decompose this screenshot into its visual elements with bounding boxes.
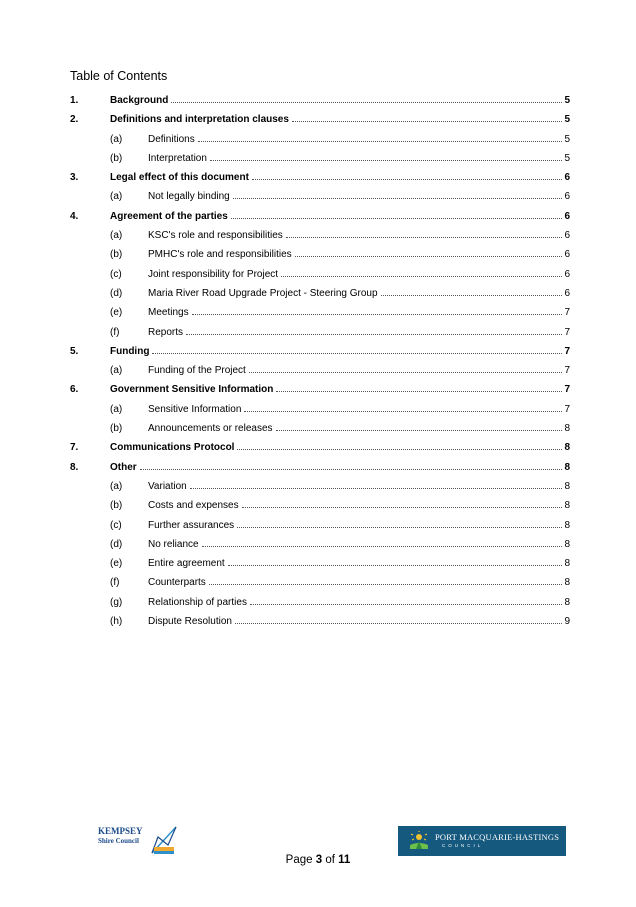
- toc-entry-number: 5.: [70, 345, 79, 357]
- toc-entry-page: 6: [564, 249, 570, 261]
- toc-entry-title: Not legally binding: [148, 191, 230, 203]
- toc-dot-leader: [210, 159, 563, 161]
- toc-entry-title: Entire agreement: [148, 558, 225, 570]
- toc-entry-number: (a): [110, 133, 123, 145]
- toc-entry-number: 7.: [70, 442, 79, 454]
- toc-dot-leader: [140, 468, 563, 470]
- toc-subsection-entry[interactable]: [70, 403, 570, 422]
- toc-entry-title: Sensitive Information: [148, 403, 242, 415]
- toc-dot-leader: [281, 275, 562, 277]
- toc-dot-leader: [295, 255, 563, 257]
- toc-subsection-entry[interactable]: [70, 306, 570, 325]
- toc-entry-title: Communications Protocol: [110, 442, 235, 454]
- toc-dot-leader: [276, 429, 563, 431]
- page-total: 11: [338, 854, 351, 866]
- toc-entry-page: 7: [564, 307, 570, 319]
- toc-dot-leader: [244, 410, 562, 412]
- toc-entry-number: (e): [110, 558, 123, 570]
- toc-entry-title: Definitions: [148, 133, 195, 145]
- toc-subsection-entry[interactable]: [70, 287, 570, 306]
- toc-entry-number: (d): [110, 538, 123, 550]
- toc-dot-leader: [228, 564, 563, 566]
- toc-subsection-entry[interactable]: [70, 538, 570, 557]
- pmhc-logo-sub: COUNCIL: [442, 843, 484, 848]
- toc-entry-page: 8: [564, 500, 570, 512]
- toc-subsection-entry[interactable]: [70, 480, 570, 499]
- toc-entry-number: 6.: [70, 384, 79, 396]
- toc-entry-number: 4.: [70, 210, 79, 222]
- toc-subsection-entry[interactable]: [70, 133, 570, 152]
- toc-dot-leader: [237, 526, 562, 528]
- toc-section-entry[interactable]: [70, 383, 570, 402]
- toc-entry-number: (b): [110, 152, 123, 164]
- toc-subsection-entry[interactable]: [70, 152, 570, 171]
- toc-section-entry[interactable]: [70, 113, 570, 132]
- toc-entry-page: 8: [564, 442, 570, 454]
- toc-entry-title: KSC's role and responsibilities: [148, 230, 283, 242]
- toc-entry-page: 6: [564, 287, 570, 299]
- toc-entry-title: Government Sensitive Information: [110, 384, 274, 396]
- port-macquarie-hastings-council-logo: [398, 826, 566, 856]
- toc-section-entry[interactable]: [70, 94, 570, 113]
- toc-dot-leader: [190, 487, 563, 489]
- toc-entry-title: PMHC's role and responsibilities: [148, 249, 292, 261]
- toc-entry-number: (b): [110, 500, 123, 512]
- toc-entry-title: Announcements or releases: [148, 423, 273, 435]
- toc-entry-number: (c): [110, 519, 122, 531]
- toc-entry-page: 7: [564, 326, 570, 338]
- toc-section-entry[interactable]: [70, 461, 570, 480]
- toc-subsection-entry[interactable]: [70, 268, 570, 287]
- toc-entry-number: (e): [110, 307, 123, 319]
- toc-dot-leader: [249, 371, 563, 373]
- toc-entry-title: Variation: [148, 480, 187, 492]
- page-of: of: [325, 854, 335, 866]
- toc-entry-number: 2.: [70, 114, 79, 126]
- page-number: [0, 854, 636, 866]
- toc-entry-page: 8: [564, 577, 570, 589]
- toc-entry-title: Funding of the Project: [148, 365, 246, 377]
- toc-subsection-entry[interactable]: [70, 519, 570, 538]
- pmhc-emblem-icon: [408, 831, 430, 851]
- toc-subsection-entry[interactable]: [70, 364, 570, 383]
- toc-entry-page: 8: [564, 558, 570, 570]
- toc-entry-number: (c): [110, 268, 122, 280]
- toc-subsection-entry[interactable]: [70, 499, 570, 518]
- toc-dot-leader: [171, 101, 562, 103]
- toc-entry-number: (h): [110, 616, 123, 628]
- toc-entry-title: Costs and expenses: [148, 500, 239, 512]
- toc-entry-title: Legal effect of this document: [110, 172, 249, 184]
- toc-subsection-entry[interactable]: [70, 576, 570, 595]
- toc-entry-page: 8: [564, 596, 570, 608]
- toc-entry-title: Further assurances: [148, 519, 235, 531]
- toc-dot-leader: [292, 120, 563, 122]
- toc-entry-title: Relationship of parties: [148, 596, 247, 608]
- toc-dot-leader: [276, 390, 562, 392]
- toc-entry-page: 5: [564, 133, 570, 145]
- toc-entry-title: Reports: [148, 326, 184, 338]
- toc-entry-title: Joint responsibility for Project: [148, 268, 279, 280]
- pmhc-logo-name: PORT MACQUARIE-HASTINGS: [435, 832, 560, 842]
- toc-entry-title: Dispute Resolution: [148, 616, 232, 628]
- toc-entry-page: 5: [564, 152, 570, 164]
- toc-subsection-entry[interactable]: [70, 229, 570, 248]
- toc-entry-number: (a): [110, 191, 123, 203]
- toc-dot-leader: [286, 236, 563, 238]
- toc-entry-number: (g): [110, 596, 123, 608]
- toc-entry-title: Counterparts: [148, 577, 206, 589]
- kempsey-emblem-icon: [148, 823, 180, 857]
- toc-section-entry[interactable]: [70, 441, 570, 460]
- page-current: 3: [315, 854, 323, 866]
- toc-dot-leader: [186, 333, 562, 335]
- toc-entry-title: Funding: [110, 345, 150, 357]
- page-label: Page: [285, 854, 313, 866]
- toc-subsection-entry[interactable]: [70, 596, 570, 615]
- toc-entry-number: (f): [110, 577, 120, 589]
- toc-entry-number: 8.: [70, 461, 79, 473]
- toc-entry-page: 6: [564, 230, 570, 242]
- toc-entry-title: Other: [110, 461, 137, 473]
- toc-entry-title: Agreement of the parties: [110, 210, 228, 222]
- toc-heading: Table of Contents: [70, 69, 168, 83]
- kempsey-logo-sub: Shire Council: [98, 837, 139, 845]
- toc-dot-leader: [242, 506, 563, 508]
- toc-entry-page: 8: [564, 423, 570, 435]
- toc-subsection-entry[interactable]: [70, 248, 570, 267]
- toc-subsection-entry[interactable]: [70, 190, 570, 209]
- toc-entry-page: 8: [564, 538, 570, 550]
- toc-dot-leader: [235, 622, 563, 624]
- toc-entry-number: (b): [110, 249, 123, 261]
- toc-dot-leader: [202, 545, 563, 547]
- toc-entry-number: (a): [110, 480, 123, 492]
- toc-section-entry[interactable]: [70, 345, 570, 364]
- toc-entry-number: (a): [110, 403, 123, 415]
- toc-entry-page: 7: [564, 365, 570, 377]
- toc-entry-page: 8: [564, 519, 570, 531]
- toc-dot-leader: [237, 448, 562, 450]
- toc-dot-leader: [152, 352, 562, 354]
- table-of-contents: [70, 94, 570, 634]
- toc-dot-leader: [233, 197, 563, 199]
- toc-subsection-entry[interactable]: [70, 422, 570, 441]
- toc-dot-leader: [198, 140, 563, 142]
- toc-entry-page: 6: [564, 172, 570, 184]
- toc-section-entry[interactable]: [70, 171, 570, 190]
- toc-entry-title: No reliance: [148, 538, 199, 550]
- toc-entry-page: 5: [564, 114, 570, 126]
- toc-entry-number: (a): [110, 230, 123, 242]
- toc-entry-page: 6: [564, 268, 570, 280]
- toc-entry-title: Interpretation: [148, 152, 207, 164]
- toc-dot-leader: [252, 178, 563, 180]
- toc-entry-number: (f): [110, 326, 120, 338]
- toc-entry-title: Definitions and interpretation clauses: [110, 114, 289, 126]
- toc-entry-number: (d): [110, 287, 123, 299]
- toc-subsection-entry[interactable]: [70, 557, 570, 576]
- toc-entry-number: 1.: [70, 95, 79, 106]
- toc-dot-leader: [209, 583, 563, 585]
- toc-entry-number: 3.: [70, 172, 79, 184]
- toc-entry-page: 6: [564, 210, 570, 222]
- toc-entry-title: Meetings: [148, 307, 189, 319]
- toc-entry-number: (b): [110, 423, 123, 435]
- toc-dot-leader: [231, 217, 563, 219]
- toc-entry-page: 8: [564, 480, 570, 492]
- toc-entry-page: 9: [564, 616, 570, 628]
- toc-section-entry[interactable]: [70, 210, 570, 229]
- toc-entry-number: (a): [110, 365, 123, 377]
- kempsey-logo-name: KEMPSEY: [98, 826, 143, 836]
- toc-entry-title: Background: [110, 95, 169, 106]
- toc-dot-leader: [192, 313, 563, 315]
- toc-entry-page: 7: [564, 345, 570, 357]
- toc-entry-page: 6: [564, 191, 570, 203]
- toc-subsection-entry[interactable]: [70, 615, 570, 634]
- toc-entry-page: 5: [564, 95, 570, 106]
- toc-entry-page: 8: [564, 461, 570, 473]
- toc-dot-leader: [381, 294, 563, 296]
- toc-entry-page: 7: [564, 384, 570, 396]
- toc-dot-leader: [250, 603, 562, 605]
- toc-subsection-entry[interactable]: [70, 326, 570, 345]
- toc-entry-page: 7: [564, 403, 570, 415]
- toc-entry-title: Maria River Road Upgrade Project - Steering Group: [148, 287, 378, 299]
